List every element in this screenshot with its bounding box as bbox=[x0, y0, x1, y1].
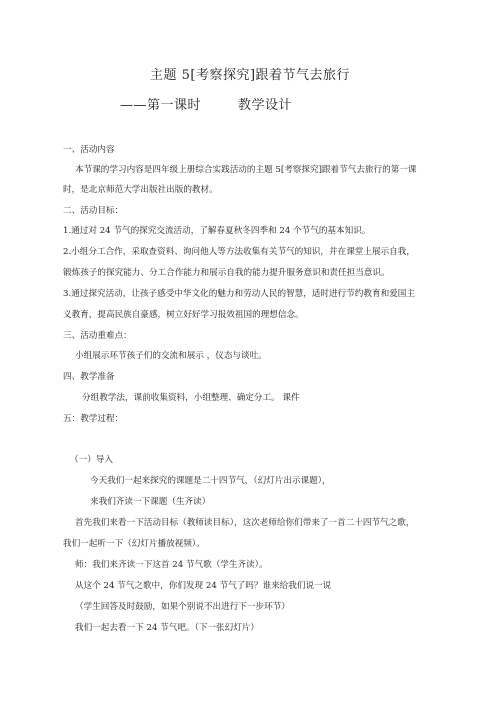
paragraph-line: 小组展示环节孩子们的交流和展示 ，仪态与谈吐。 bbox=[75, 351, 267, 361]
section-heading-goals: 二、活动目标： bbox=[63, 206, 124, 216]
paragraph-line: 2.小组分工合作，采取查资料、询问他人等方法收集有关节气的知识，并在课堂上展示自我， bbox=[63, 247, 415, 257]
paragraph-line: 1.通过对 24 节气的探究交流活动，了解春夏秋冬四季和 24 个节气的基本知识。 bbox=[63, 226, 371, 236]
paragraph-line: 我们一起去看一下 24 节气吧。（下一张幻灯片） bbox=[75, 623, 259, 633]
paragraph-line: 来我们齐读一下课题（生齐读） bbox=[90, 497, 211, 507]
paragraph-line: 首先我们来看一下活动目标（教师读目标），这次老师给你们带来了一首二十四节气之歌， bbox=[75, 518, 415, 528]
paragraph-line: 本节课的学习内容是四年级上册综合实践活动的主题 5[考察探究]跟着节气去旅行的第一课 bbox=[75, 165, 417, 175]
paragraph-line: 我们一起听一下（幻灯片播放视频）。 bbox=[63, 539, 205, 549]
document-subtitle: ——第一课时 教学设计 bbox=[120, 98, 293, 113]
paragraph-line: （学生回答及时鼓励，如果个别说不出进行下一步环节） bbox=[75, 602, 290, 612]
section-heading-content: 一、活动内容 bbox=[63, 145, 115, 155]
paragraph-line: 3.通过探究活动，让孩子感受中华文化的魅力和劳动人民的智慧，适时进行节约教育和爱国主 bbox=[63, 289, 415, 299]
paragraph-line: 今天我们一起来探究的课题是二十四节气，（幻灯片出示课题）， bbox=[90, 476, 331, 486]
section-heading-preparation: 四、教学准备 bbox=[63, 372, 115, 382]
paragraph-line: 锻炼孩子的探究能力、分工合作能力和展示自我的能力提升服务意识和责任担当意识。 bbox=[63, 268, 390, 278]
subsection-heading-intro: （一）导入 bbox=[70, 455, 113, 465]
section-heading-process: 五：教学过程： bbox=[63, 414, 124, 424]
paragraph-line: 分组教学法，课前收集资料，小组整理、确定分工。 课件 bbox=[82, 393, 300, 403]
paragraph-line: 从这个 24 节气之歌中，你们发现 24 节气了吗？谁来给我们说一说 bbox=[75, 581, 332, 591]
paragraph-line: 师：我们来齐读一下这首 24 节气歌（学生齐读）。 bbox=[75, 560, 268, 570]
section-heading-keypoints: 三、活动重难点： bbox=[63, 331, 132, 341]
paragraph-line: 时，是北京师范大学出版社出版的教材。 bbox=[63, 185, 218, 195]
document-title: 主题 5[考察探究]跟着节气去旅行 bbox=[149, 68, 351, 83]
paragraph-line: 义教育，提高民族自豪感，树立好好学习报效祖国的理想信念。 bbox=[63, 310, 304, 320]
